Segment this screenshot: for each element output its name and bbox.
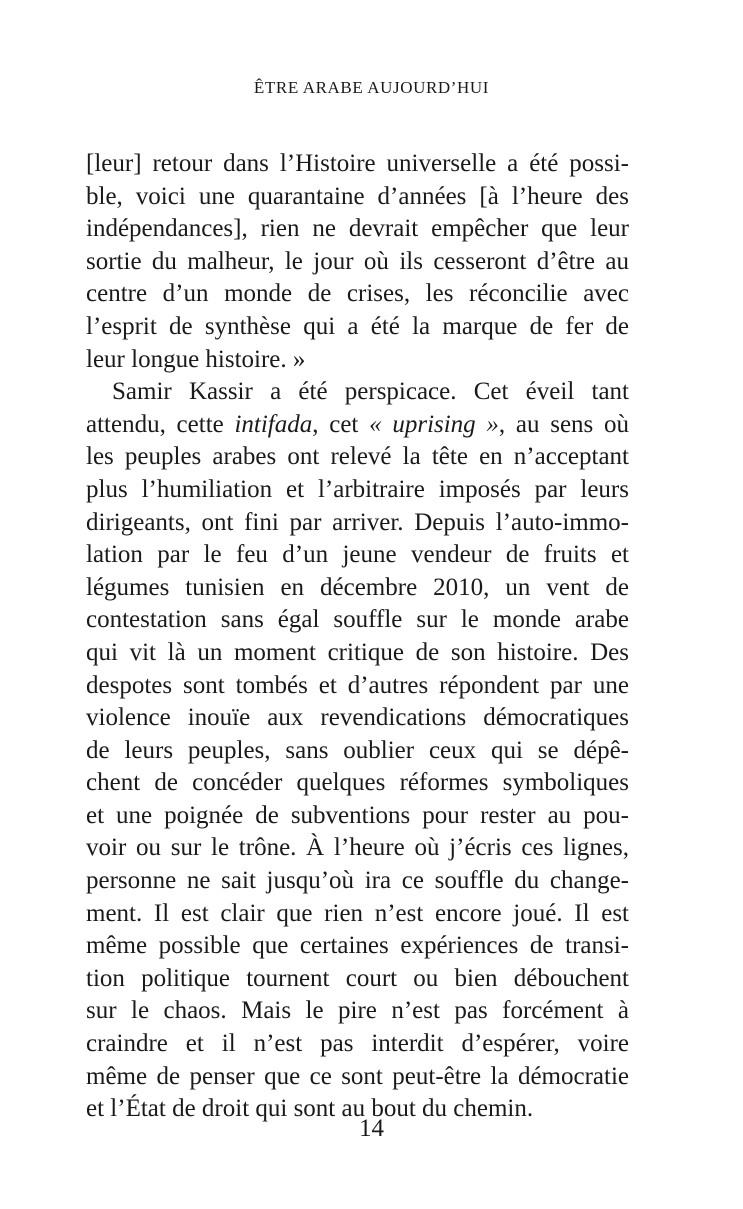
text-line: indépendances], rien ne devrait empêcher que leur <box>86 215 629 243</box>
text-line: Samir Kassir a été perspicace. Cet éveil tant <box>112 378 629 406</box>
paragraph-2 <box>86 376 629 1126</box>
italic-term-intifada: intifada <box>234 410 313 438</box>
running-head: ÊTRE ARABE AUJOURD’HUI <box>253 78 490 97</box>
italic-term-uprising: « uprising » <box>369 410 499 438</box>
text-line: tion politique tournent court ou bien débouchent <box>86 964 629 992</box>
page-number: 14 <box>359 1115 384 1142</box>
text-line: sortie du malheur, le jour où ils cesseront d’être au <box>86 247 629 275</box>
text-line: contestation sans égal souffle sur le monde arabe <box>86 606 629 634</box>
text-line: craindre et il n’est pas interdit d’espérer, voire <box>86 1030 629 1058</box>
text-line: même possible que certaines expériences de transi- <box>86 932 629 960</box>
text-line: de leurs peuples, sans oublier ceux qui se dépê- <box>86 736 629 764</box>
text-segment: , au sens où <box>498 410 629 438</box>
text-line <box>86 409 629 442</box>
text-line: qui vit là un moment critique de son histoire. Des <box>86 638 629 666</box>
text-line: sur le chaos. Mais le pire n’est pas forcément à <box>86 997 629 1025</box>
text-line: dirigeants, ont fini par arriver. Depuis l’auto-immo- <box>86 508 629 536</box>
text-line: et une poignée de subventions pour rester au pou- <box>86 801 629 829</box>
body-text <box>86 148 629 1126</box>
text-line: centre d’un monde de crises, les réconcilie avec <box>86 280 629 308</box>
text-segment: attendu, cette <box>86 410 235 438</box>
text-line: lation par le feu d’un jeune vendeur de fruits et <box>86 541 629 569</box>
text-line: légumes tunisien en décembre 2010, un vent de <box>86 573 629 601</box>
text-line: ment. Il est clair que rien n’est encore joué. Il est <box>86 899 629 927</box>
text-line: même de penser que ce sont peut-être la démocratie <box>86 1062 629 1090</box>
text-line: leur longue histoire. » <box>86 345 306 373</box>
text-line: despotes sont tombés et d’autres répondent par une <box>86 671 629 699</box>
text-line: et l’État de droit qui sont au bout du chemin. <box>86 1095 534 1123</box>
text-line: l’esprit de synthèse qui a été la marque de fer de <box>86 312 629 340</box>
text-line: violence inouïe aux revendications démocratiques <box>86 704 629 732</box>
text-line: ble, voici une quarantaine d’années [à l’heure des <box>86 182 629 210</box>
paragraph-1 <box>86 148 629 376</box>
text-line: voir ou sur le trône. À l’heure où j’écris ces lignes, <box>86 834 629 862</box>
text-line: [leur] retour dans l’Histoire universelle a été possi- <box>86 150 629 177</box>
text-line: plus l’humiliation et l’arbitraire imposés par leurs <box>86 475 629 503</box>
text-segment: , cet <box>312 410 370 438</box>
text-line: personne ne sait jusqu’où ira ce souffle du change- <box>86 867 629 895</box>
text-line: chent de concéder quelques réformes symboliques <box>86 769 629 797</box>
text-line: les peuples arabes ont relevé la tête en n’acceptant <box>86 443 629 471</box>
